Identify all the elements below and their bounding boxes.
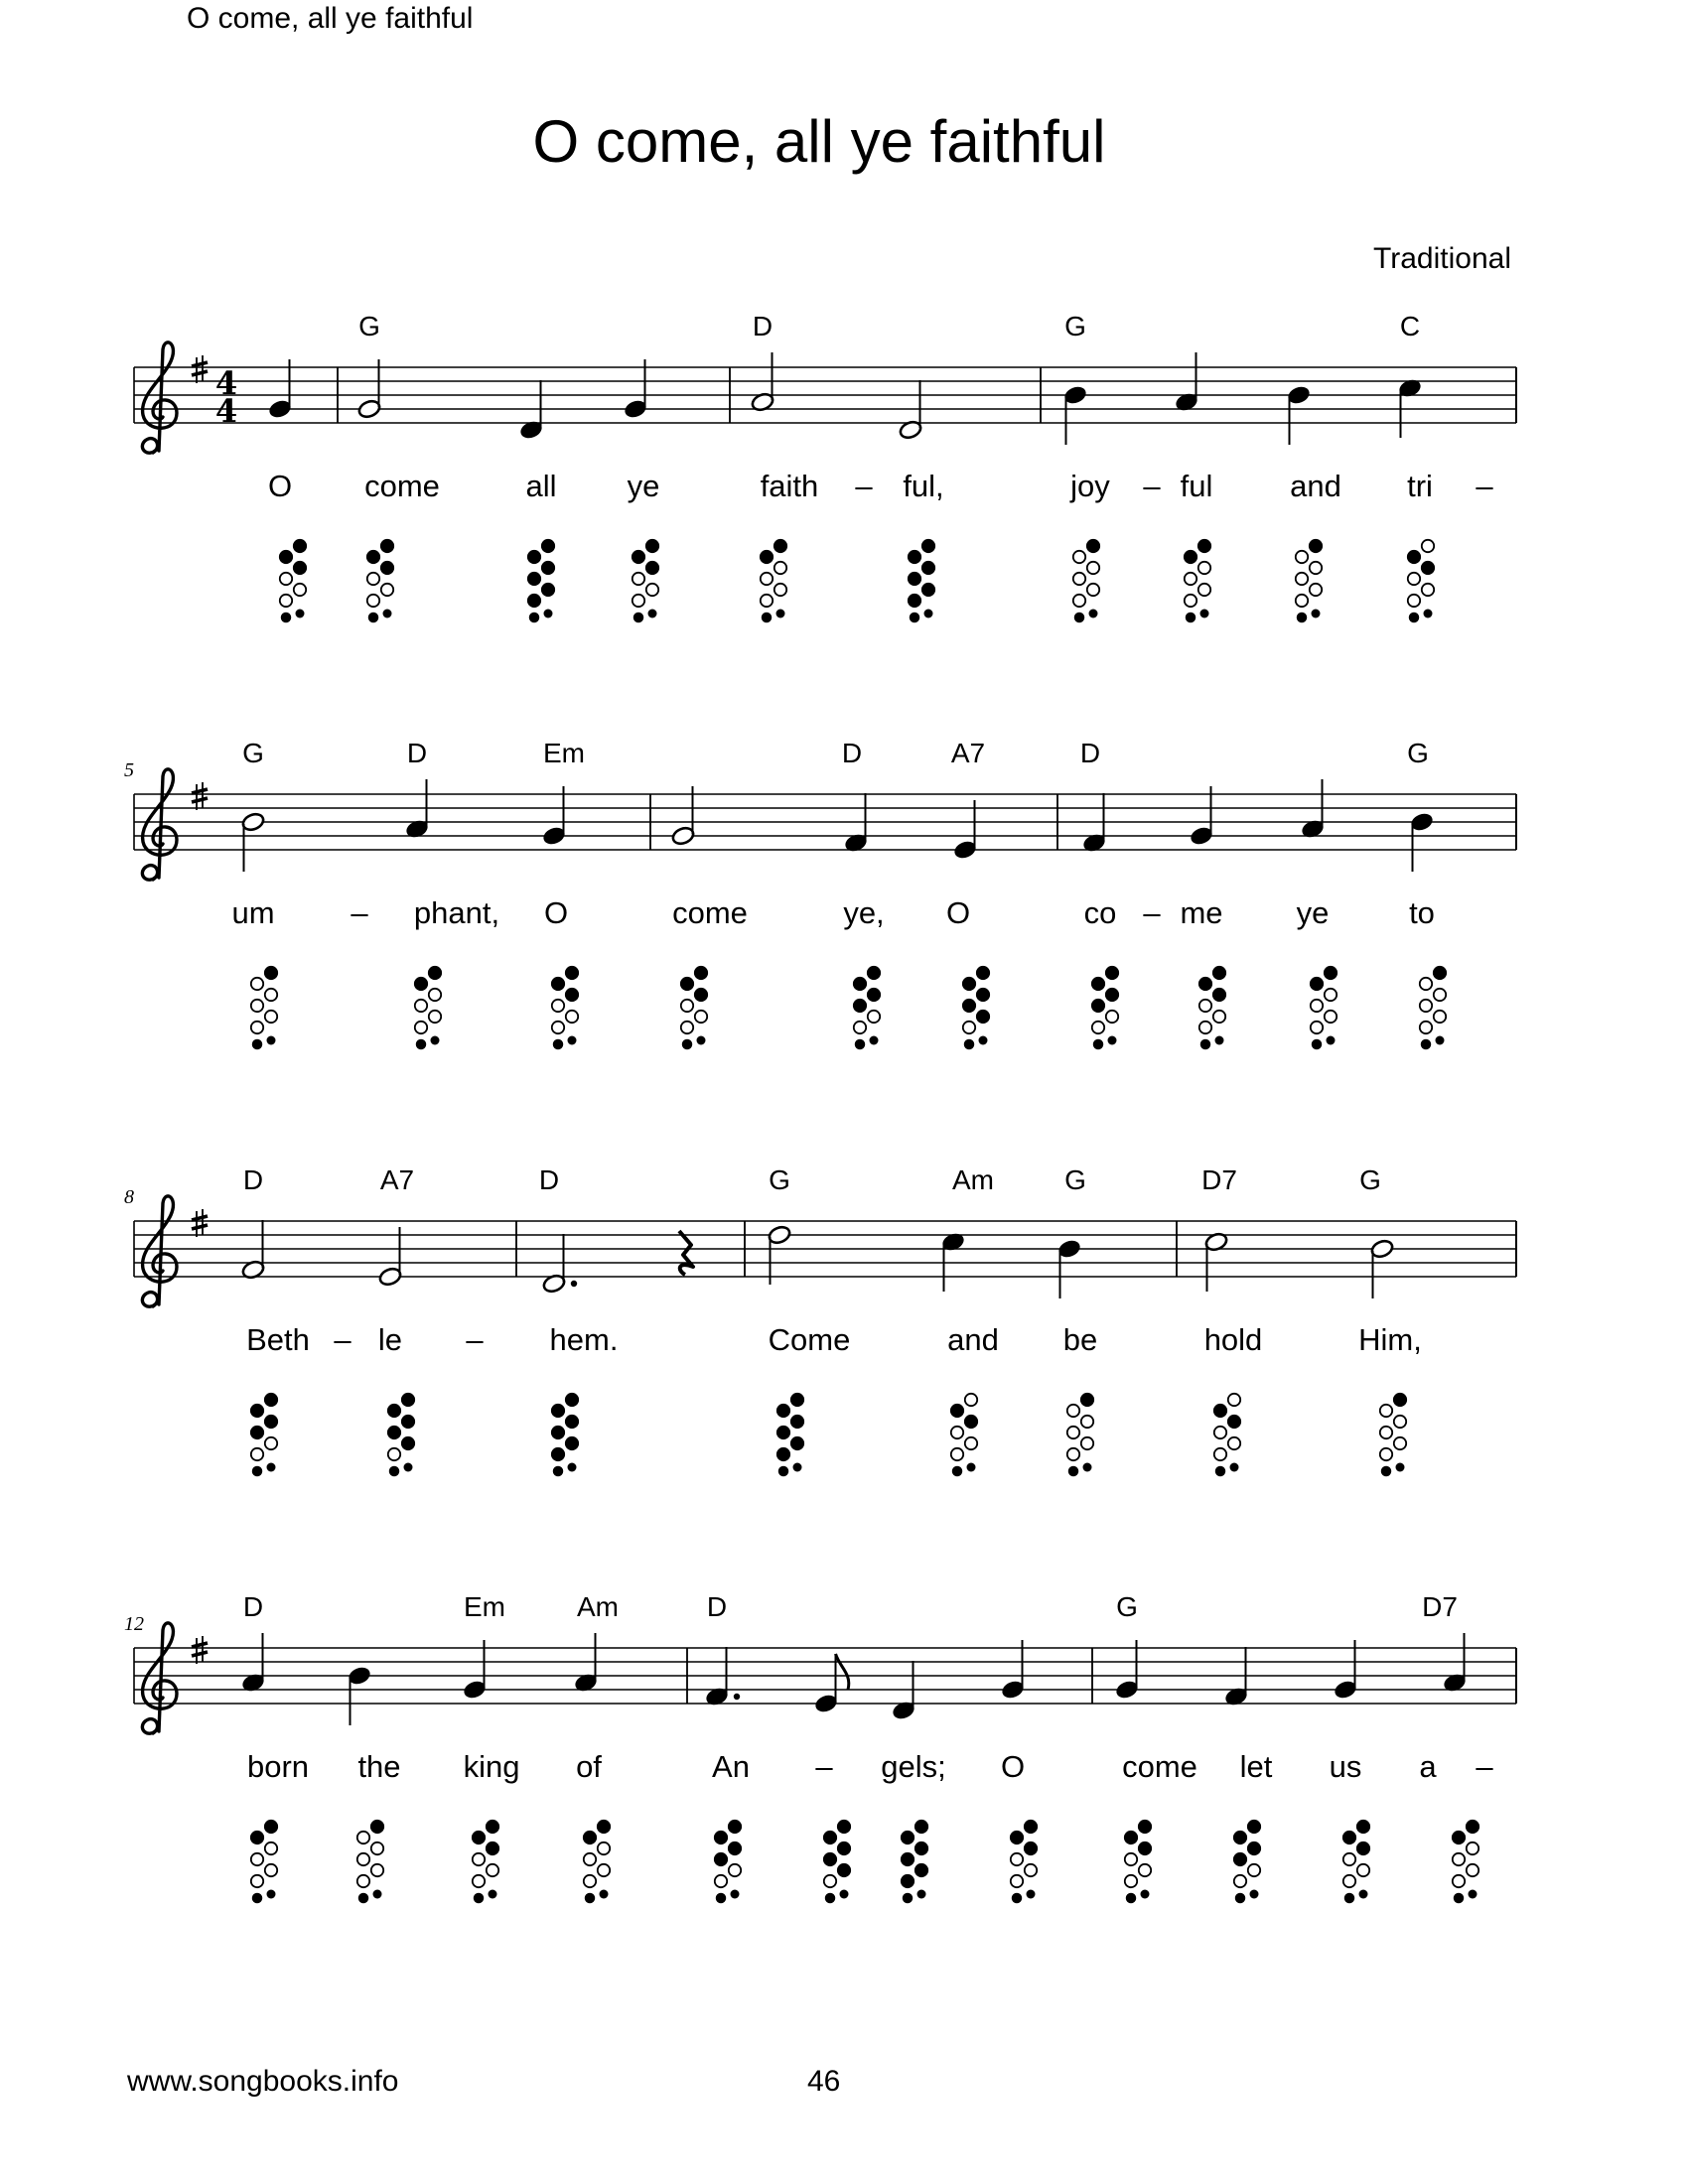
chord-symbol: A7 [379,1164,415,1195]
whistle-fingering-chart [528,540,554,622]
lyric-syllable: ye [1296,895,1330,930]
music-note [941,1231,966,1292]
chord-symbol: D [1079,738,1101,768]
lyric-syllable: – [815,1749,833,1784]
score-staff [0,1578,1688,1936]
key-signature-sharp-icon [192,355,208,383]
whistle-fingering-chart [633,540,658,622]
lyric-syllable: – [466,1322,484,1357]
whistle-fingering-chart [854,967,880,1049]
whistle-fingering-chart [715,1821,741,1903]
music-note [768,1224,792,1285]
music-note [542,1234,578,1295]
music-note [348,1665,372,1725]
lyric-syllable: of [576,1749,602,1784]
music-note [814,1654,849,1714]
lyric-syllable: um [231,895,275,930]
whistle-fingering-chart [584,1821,610,1903]
lyric-syllable: the [357,1749,401,1784]
music-note [1063,384,1088,445]
chord-symbol: G [769,1164,790,1195]
lyric-syllable: to [1409,895,1435,930]
lyric-syllable: let [1239,1749,1273,1784]
chord-symbol: D [242,1591,264,1622]
chord-symbol: Am [577,1591,619,1622]
running-title: O come, all ye faithful [187,2,474,35]
chord-symbol: Em [543,738,585,768]
chord-symbol: D7 [1201,1164,1237,1195]
measure-number: 8 [124,1186,134,1208]
music-note [378,1227,403,1288]
whistle-fingering-chart [909,540,934,622]
lyric-syllable: – [1476,469,1493,503]
whistle-fingering-chart [1073,540,1099,622]
lyric-syllable: be [1062,1322,1098,1357]
lyric-syllable: hem. [549,1322,619,1357]
music-note [953,800,978,861]
whistle-fingering-chart [681,967,707,1049]
music-note [405,779,430,840]
score-staff [0,1152,1688,1509]
lyric-syllable: come [672,895,748,930]
music-note [1301,779,1326,840]
lyric-syllable: ful [1180,469,1213,503]
lyric-syllable: – [1143,895,1161,930]
music-note [1224,1647,1249,1707]
whistle-fingering-chart [251,967,277,1049]
lyric-syllable: – [351,895,368,930]
music-note [1001,1640,1026,1701]
lyric-syllable: me [1180,895,1223,930]
music-note [1370,1238,1395,1298]
song-title: O come, all ye faithful [532,108,1106,175]
whistle-fingering-chart [251,1394,277,1476]
composer: Traditional [1373,242,1511,275]
music-note [892,1661,916,1721]
lyric-syllable: come [1122,1749,1197,1784]
music-note [357,359,382,420]
time-signature-bottom: 4 [214,392,238,430]
whistle-fingering-chart [1420,967,1446,1049]
music-note [1398,377,1423,438]
chord-symbol: D [538,1164,560,1195]
music-note [241,811,266,872]
key-signature-sharp-icon [192,782,208,810]
whistle-fingering-chart [1092,967,1118,1049]
whistle-fingering-chart [388,1394,414,1476]
lyric-syllable: co [1083,895,1117,930]
treble-clef-icon [142,1196,177,1306]
score-staff [0,725,1688,1082]
lyric-syllable: ye, [843,895,885,930]
lyric-syllable: O [267,469,293,503]
music-note [1287,384,1312,445]
music-system-4 [0,1578,1688,1936]
lyric-syllable: and [1290,469,1341,503]
music-note [268,359,293,420]
chord-symbol: D [752,311,774,341]
music-note [463,1640,488,1701]
chord-symbol: G [242,738,264,768]
treble-clef-icon [142,1623,177,1733]
music-note [241,1633,266,1694]
lyric-syllable: An [712,1749,750,1784]
lyric-syllable: come [364,469,440,503]
whistle-fingering-chart [552,967,578,1049]
lyric-syllable: – [855,469,873,503]
music-note [519,380,544,441]
music-note [574,1633,599,1694]
music-note [542,786,567,847]
lyric-syllable: hold [1203,1322,1263,1357]
music-note [241,1220,266,1281]
chord-symbol: G [1407,738,1429,768]
lyric-syllable: joy [1070,469,1110,503]
music-system-1 [0,298,1688,655]
key-signature-sharp-icon [192,1209,208,1237]
music-note [899,380,923,441]
whistle-fingering-chart [1185,540,1210,622]
key-signature-sharp-icon [192,1636,208,1664]
whistle-fingering-chart [902,1821,927,1903]
lyric-syllable: ful, [903,469,944,503]
whistle-fingering-chart [761,540,786,622]
whistle-fingering-chart [824,1821,850,1903]
lyric-syllable: Come [768,1322,851,1357]
chord-symbol: D [841,738,863,768]
chord-symbol: G [1064,311,1086,341]
lyric-syllable: born [246,1749,310,1784]
music-note [844,793,869,854]
page-number: 46 [807,2065,841,2098]
whistle-fingering-chart [1234,1821,1260,1903]
music-note [1115,1640,1140,1701]
whistle-fingering-chart [1214,1394,1240,1476]
lyric-syllable: – [1476,1749,1493,1784]
chord-symbol: G [1116,1591,1138,1622]
music-note [1082,793,1107,854]
whistle-fingering-chart [1408,540,1434,622]
lyric-syllable: le [377,1322,403,1357]
lyric-syllable: us [1329,1749,1362,1784]
music-note [671,786,696,847]
chord-symbol: C [1399,311,1421,341]
whistle-fingering-chart [415,967,441,1049]
music-note [1175,352,1199,413]
chord-symbol: D [706,1591,728,1622]
whistle-fingering-chart [367,540,393,622]
whistle-fingering-chart [357,1821,383,1903]
whistle-fingering-chart [963,967,989,1049]
chord-symbol: Em [464,1591,505,1622]
chord-symbol: D [242,1164,264,1195]
chord-symbol: G [1064,1164,1086,1195]
music-note [1057,1238,1082,1298]
music-note [705,1647,741,1707]
music-note [1334,1640,1358,1701]
music-system-3 [0,1152,1688,1509]
chord-symbol: G [1359,1164,1381,1195]
lyric-syllable: O [945,895,971,930]
lyric-syllable: Beth [246,1322,310,1357]
whistle-fingering-chart [280,540,306,622]
lyric-syllable: and [947,1322,999,1357]
whistle-fingering-chart [1125,1821,1151,1903]
lyric-syllable: faith [760,469,819,503]
whistle-fingering-chart [552,1394,578,1476]
music-note [1190,786,1214,847]
music-note [1204,1231,1229,1292]
treble-clef-icon [142,769,177,880]
measure-number: 12 [124,1613,144,1635]
lyric-syllable: gels; [881,1749,946,1784]
footer-url[interactable]: www.songbooks.info [127,2065,399,2098]
lyric-syllable: tri [1407,469,1433,503]
whistle-fingering-chart [1067,1394,1093,1476]
whistle-fingering-chart [951,1394,977,1476]
lyric-syllable: O [543,895,569,930]
chord-symbol: A7 [950,738,986,768]
whistle-fingering-chart [777,1394,803,1476]
lyric-syllable: a [1419,1749,1437,1784]
measure-number: 5 [124,759,134,781]
quarter-rest-icon [679,1231,693,1275]
music-note [751,352,775,413]
lyric-syllable: Him, [1358,1322,1422,1357]
music-note [1410,811,1435,872]
lyric-syllable: ye [627,469,660,503]
whistle-fingering-chart [1011,1821,1037,1903]
music-note [1443,1633,1468,1694]
score-staff [0,298,1688,655]
whistle-fingering-chart [473,1821,498,1903]
lyric-syllable: – [1143,469,1161,503]
music-note [624,359,648,420]
whistle-fingering-chart [251,1821,277,1903]
lyric-syllable: king [463,1749,520,1784]
whistle-fingering-chart [1296,540,1322,622]
chord-symbol: D [406,738,428,768]
lyric-syllable: all [525,469,557,503]
whistle-fingering-chart [1453,1821,1478,1903]
lyric-syllable: O [1000,1749,1026,1784]
lyric-syllable: phant, [413,895,500,930]
chord-symbol: Am [952,1164,994,1195]
whistle-fingering-chart [1311,967,1336,1049]
time-signature-top: 4 [214,364,238,402]
whistle-fingering-chart [1199,967,1225,1049]
lyric-syllable: – [334,1322,352,1357]
chord-symbol: D7 [1422,1591,1458,1622]
music-system-2 [0,725,1688,1082]
chord-symbol: G [358,311,380,341]
treble-clef-icon [142,342,177,453]
whistle-fingering-chart [1343,1821,1369,1903]
whistle-fingering-chart [1380,1394,1406,1476]
